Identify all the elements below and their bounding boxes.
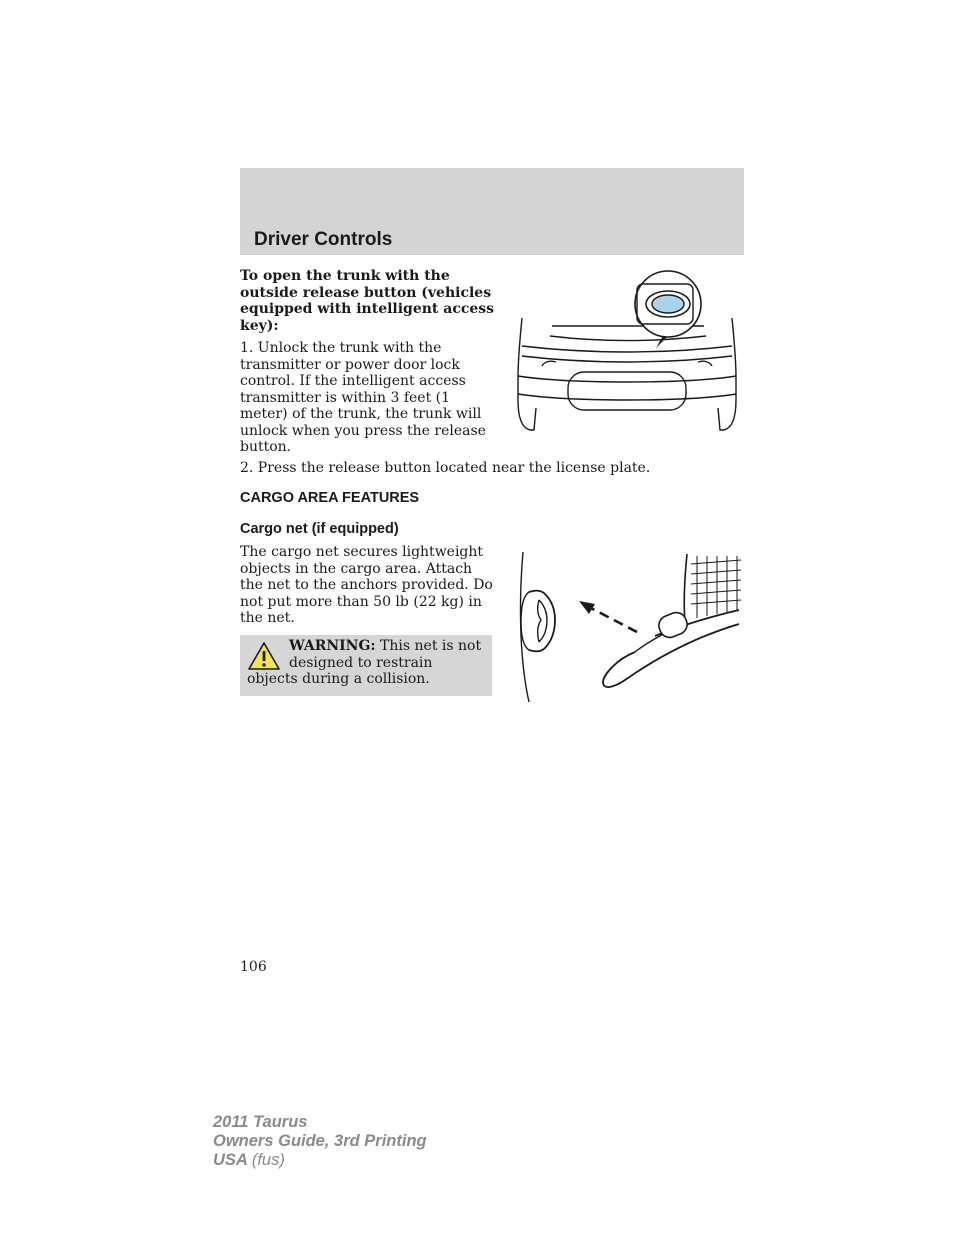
warning-box	[240, 635, 492, 696]
warning-label: WARNING:	[289, 638, 376, 654]
trunk-release-step-1: 1. Unlock the trunk with the transmitter or power door lock control. If the intelligent access transmitter is within 3 feet (1 meter) of the trunk, the trunk will unlock when you press the release button.	[240, 340, 486, 455]
warning-triangle-icon	[247, 641, 281, 671]
arrow-head-icon	[579, 601, 595, 614]
trunk-release-illustration	[510, 268, 746, 438]
warning-message	[247, 638, 487, 688]
trunk-release-heading: To open the trunk with the outside release button (vehicles equipped with intelligent access key):	[240, 268, 495, 334]
trunk-release-step-2: 2. Press the release button located near the license plate.	[240, 460, 651, 476]
trunk-release-text	[240, 268, 495, 456]
footer-line-1: 2011 Taurus	[213, 1113, 308, 1131]
footer-region: USA	[213, 1151, 248, 1169]
cargo-net-illustration	[515, 548, 745, 704]
page-number: 106	[240, 959, 267, 975]
warning-text: This net is not designed to restrain objects during a collision.	[247, 638, 482, 687]
cargo-net-subheading: Cargo net (if equipped)	[240, 521, 399, 537]
cargo-net-body: The cargo net secures lightweight objects in the cargo area. Attach the net to the anchors provided. Do not put more than 50 lb (22 kg) in the net.	[240, 544, 493, 626]
cargo-area-heading: CARGO AREA FEATURES	[240, 490, 420, 506]
footer-line-3	[213, 1151, 427, 1170]
footer-line-2: Owners Guide, 3rd Printing	[213, 1132, 427, 1150]
release-button-icon	[652, 295, 684, 313]
section-title: Driver Controls	[254, 229, 393, 250]
document-footer	[213, 1113, 427, 1170]
footer-region-code: (fus)	[251, 1151, 285, 1169]
section-header-band	[240, 168, 744, 255]
